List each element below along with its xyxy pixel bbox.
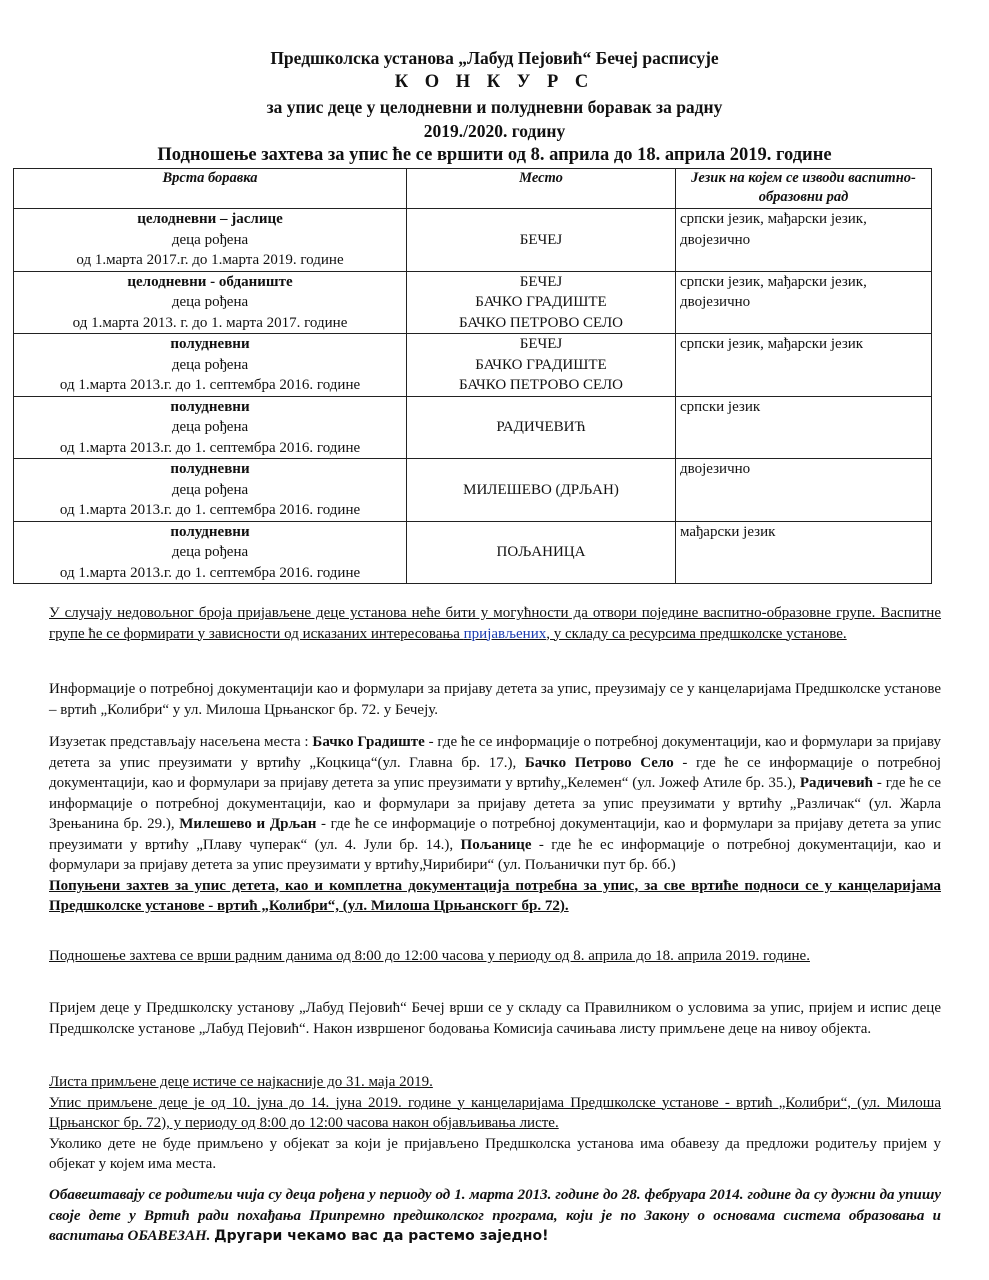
cell-language: српски језик, мађарски језик, двојезично [676, 209, 932, 272]
place-names: ПОЉАНИЦА [496, 544, 586, 560]
place-names: БЕЧЕЈ [519, 231, 563, 248]
table-row [14, 209, 932, 272]
list-deadline: Листа примљене деце истиче се најкасније до 31. маја 2019. [49, 1074, 433, 1090]
paragraph-group-notice [49, 603, 941, 644]
header-konkurs: К О Н К У Р С [394, 72, 595, 92]
born-label: деца рођена [171, 231, 249, 248]
stay-type: полудневни [170, 461, 250, 477]
table-row [14, 334, 932, 397]
cell-language: двојезично [676, 459, 932, 522]
place-names: БЕЧЕЈ БАЧКО ГРАДИШТЕ БАЧКО ПЕТРОВО СЕЛО [458, 336, 623, 393]
place-names: РАДИЧЕВИЋ [496, 419, 586, 435]
birth-range: од 1.марта 2013.г. до 1. септембра 2016. године [59, 502, 361, 518]
header-institution: Предшколска установа „Лабуд Пејовић“ Бечеј расписује [270, 48, 719, 68]
place-backo-gradiste: Бачко Градиште [312, 734, 425, 750]
cell-language: српски језик, мађарски језик, двојезично [676, 271, 932, 334]
cell-language: српски језик, мађарски језик [676, 334, 932, 397]
stay-type: целодневни – јаслице [137, 211, 283, 227]
stay-type: полудневни [170, 398, 250, 415]
enrollment-table [13, 168, 932, 584]
cell-type [14, 334, 407, 397]
place-radicevic: Радичевић [799, 775, 873, 791]
column-header-language: Језик на којем се изводи васпитно-образовни рад [676, 169, 932, 209]
column-header-place: Место [407, 169, 676, 209]
paragraph-admission-list [49, 1072, 941, 1175]
place-names: МИЛЕШЕВО (ДРЉАН) [463, 481, 619, 498]
cell-type [14, 459, 407, 522]
paragraph-exceptions [49, 732, 941, 917]
cell-type [14, 271, 407, 334]
place-names: БЕЧЕЈ БАЧКО ГРАДИШТЕ БАЧКО ПЕТРОВО СЕЛО [458, 273, 623, 331]
table-row [14, 459, 932, 522]
cell-type [14, 209, 407, 272]
born-label: деца рођена [171, 356, 249, 373]
exceptions-text-4: - где ће се информације о потребној документацији, као и формулари за пријаву детета за упис преузимати у вртићу „Плаву чуперак“ (ул. 4. Јули бр. 14.), [49, 816, 941, 853]
exceptions-text-1: - где ће се информације о потребној документацији, као и формулари за пријаву детета за упис преузимати у вртићу „Коцкица“(ул. Главна бр. 17.), [49, 734, 941, 771]
cell-language: српски језик [676, 396, 932, 459]
cell-place [407, 271, 676, 334]
registered-link[interactable]: пријављених [463, 625, 547, 642]
cell-language: мађарски језик [676, 521, 932, 584]
exceptions-intro: Изузетак представљају насељена места : [49, 734, 313, 750]
cell-place [407, 459, 676, 522]
paragraph-admission-rules: Пријем деце у Предшколску установу „Лабуд Пејовић“ Бечеј врши се у складу са Правилником о условима за упис, пријем и испис деце Предшколске установе „Лабуд Пејовић“. Након извршеног бодовања Комисија сачињава листу примљене деце на нивоу објекта. [49, 1000, 941, 1037]
cell-type [14, 396, 407, 459]
place-milesevo-drljan: Милешево и Дрљан [179, 816, 317, 832]
paragraph-documentation-info: Информације о потребној документацији као и формулари за пријаву детета за упис, преузимају се у канцеларијама Предшколске установе – вртић „Колибри“ у ул. Милоша Црњанског бр. 72. у Бечеју. [49, 681, 941, 718]
exceptions-text-3: - где ће се информације о потребној документацији, као и формулари за пријаву детета за упис преузимати у вртићу „Различак“ (ул. Жарла Зрењанина бр. 29.), [49, 775, 941, 832]
table-row [14, 396, 932, 459]
mandatory-program-notice: Обавештавају се родитељи чија су деца рођена у периоду од 1. марта 2013. године до 28. фебруара 2014. године да су дужни да упишу своје дете у Вртић ради похађања Припремно предшколског програма, који је по Закону о основама система образовања и васпитања ОБАВЕЗАН. [49, 1187, 941, 1244]
submission-notice: Попуњени захтев за упис детета, као и комплетна документација потребна за упис, за све вртиће подноси се у канцеларијама Предшколске установе - вртић „Колибри“, (ул. Милоша Црњанскогг бр. 72). [49, 877, 941, 914]
table-header-row [14, 169, 932, 209]
paragraph-submission-hours: Подношење захтева се врши радним данима од 8:00 до 12:00 часова у периоду од 8. априла до 18. априла 2019. године. [49, 948, 810, 964]
column-header-type: Врста боравка [14, 169, 407, 209]
stay-type: целодневни - обданиште [127, 273, 293, 290]
place-poljanica: Пољанице [460, 836, 532, 853]
cell-place [407, 396, 676, 459]
notice-text: У случају недовољног броја пријављене деце установа неће бити у могућности да отвори поједине васпитно-образовне групе. Васпитне групе ће се формирати у зависности од исказаних интересовања [49, 605, 941, 642]
notice-text-end: , у складу са ресурсима предшколске установе. [546, 625, 847, 642]
cell-type [14, 521, 407, 584]
cell-place [407, 334, 676, 397]
born-label: деца рођена [171, 294, 249, 310]
born-label: деца рођена [171, 419, 249, 435]
birth-range: од 1.марта 2013.г. до 1. септембра 2016. године [59, 564, 361, 581]
birth-range: од 1.марта 2013. г. до 1. марта 2017. године [72, 314, 348, 331]
cell-place [407, 209, 676, 272]
born-label: деца рођена [171, 544, 249, 560]
born-label: деца рођена [171, 481, 249, 498]
header-year: 2019./2020. годину [423, 121, 566, 141]
enrollment-period: Упис примљене деце је од 10. јуна до 14. јуна 2019. године у канцеларијама Предшколске установе - вртић „Колибри“, (ул. Милоша Црњанског бр. 72), у периоду од 8:00 до 12:00 часова након објављивања листе. [49, 1094, 941, 1131]
stay-type: полудневни [170, 523, 250, 540]
closing-slogan: Другари чекамо вас да растемо заједно! [214, 1228, 549, 1244]
exceptions-text-2: - где ће се информације о потребној документацији, као и формулари за пријаву детета за упис преузимати у вртићу„Келемен“ (ул. Јожеф Атиле бр. 35.), [49, 754, 942, 791]
stay-type: полудневни [170, 336, 250, 352]
exceptions-text-5: - где ће ес информације о потребној документацији, као и формулари за пријаву детета за упис преузимати у вртићу„Чирибири“ (ул. Пољанички пут бр. бб.) [49, 836, 942, 873]
birth-range: од 1.марта 2013.г. до 1. септембра 2016. године [59, 377, 361, 393]
header-application-period: Подношење захтева за упис ће се вршити од 8. априла до 18. априла 2019. године [157, 145, 832, 165]
table-row [14, 521, 932, 584]
header-subject: за упис деце у целодневни и полудневни боравак за радну [266, 97, 723, 117]
paragraph-mandatory-program [49, 1185, 941, 1247]
alternative-placement: Уколико дете не буде примљено у објекат за који је пријављено Предшколска установа има обавезу да предложи родитељу пријем у објекат у којем има места. [49, 1135, 941, 1172]
cell-place [407, 521, 676, 584]
birth-range: од 1.марта 2013.г. до 1. септембра 2016. године [59, 439, 361, 456]
table-row [14, 271, 932, 334]
birth-range: од 1.марта 2017.г. до 1.марта 2019. године [76, 252, 344, 268]
place-backo-petrovo-selo: Бачко Петрово Село [524, 754, 674, 771]
